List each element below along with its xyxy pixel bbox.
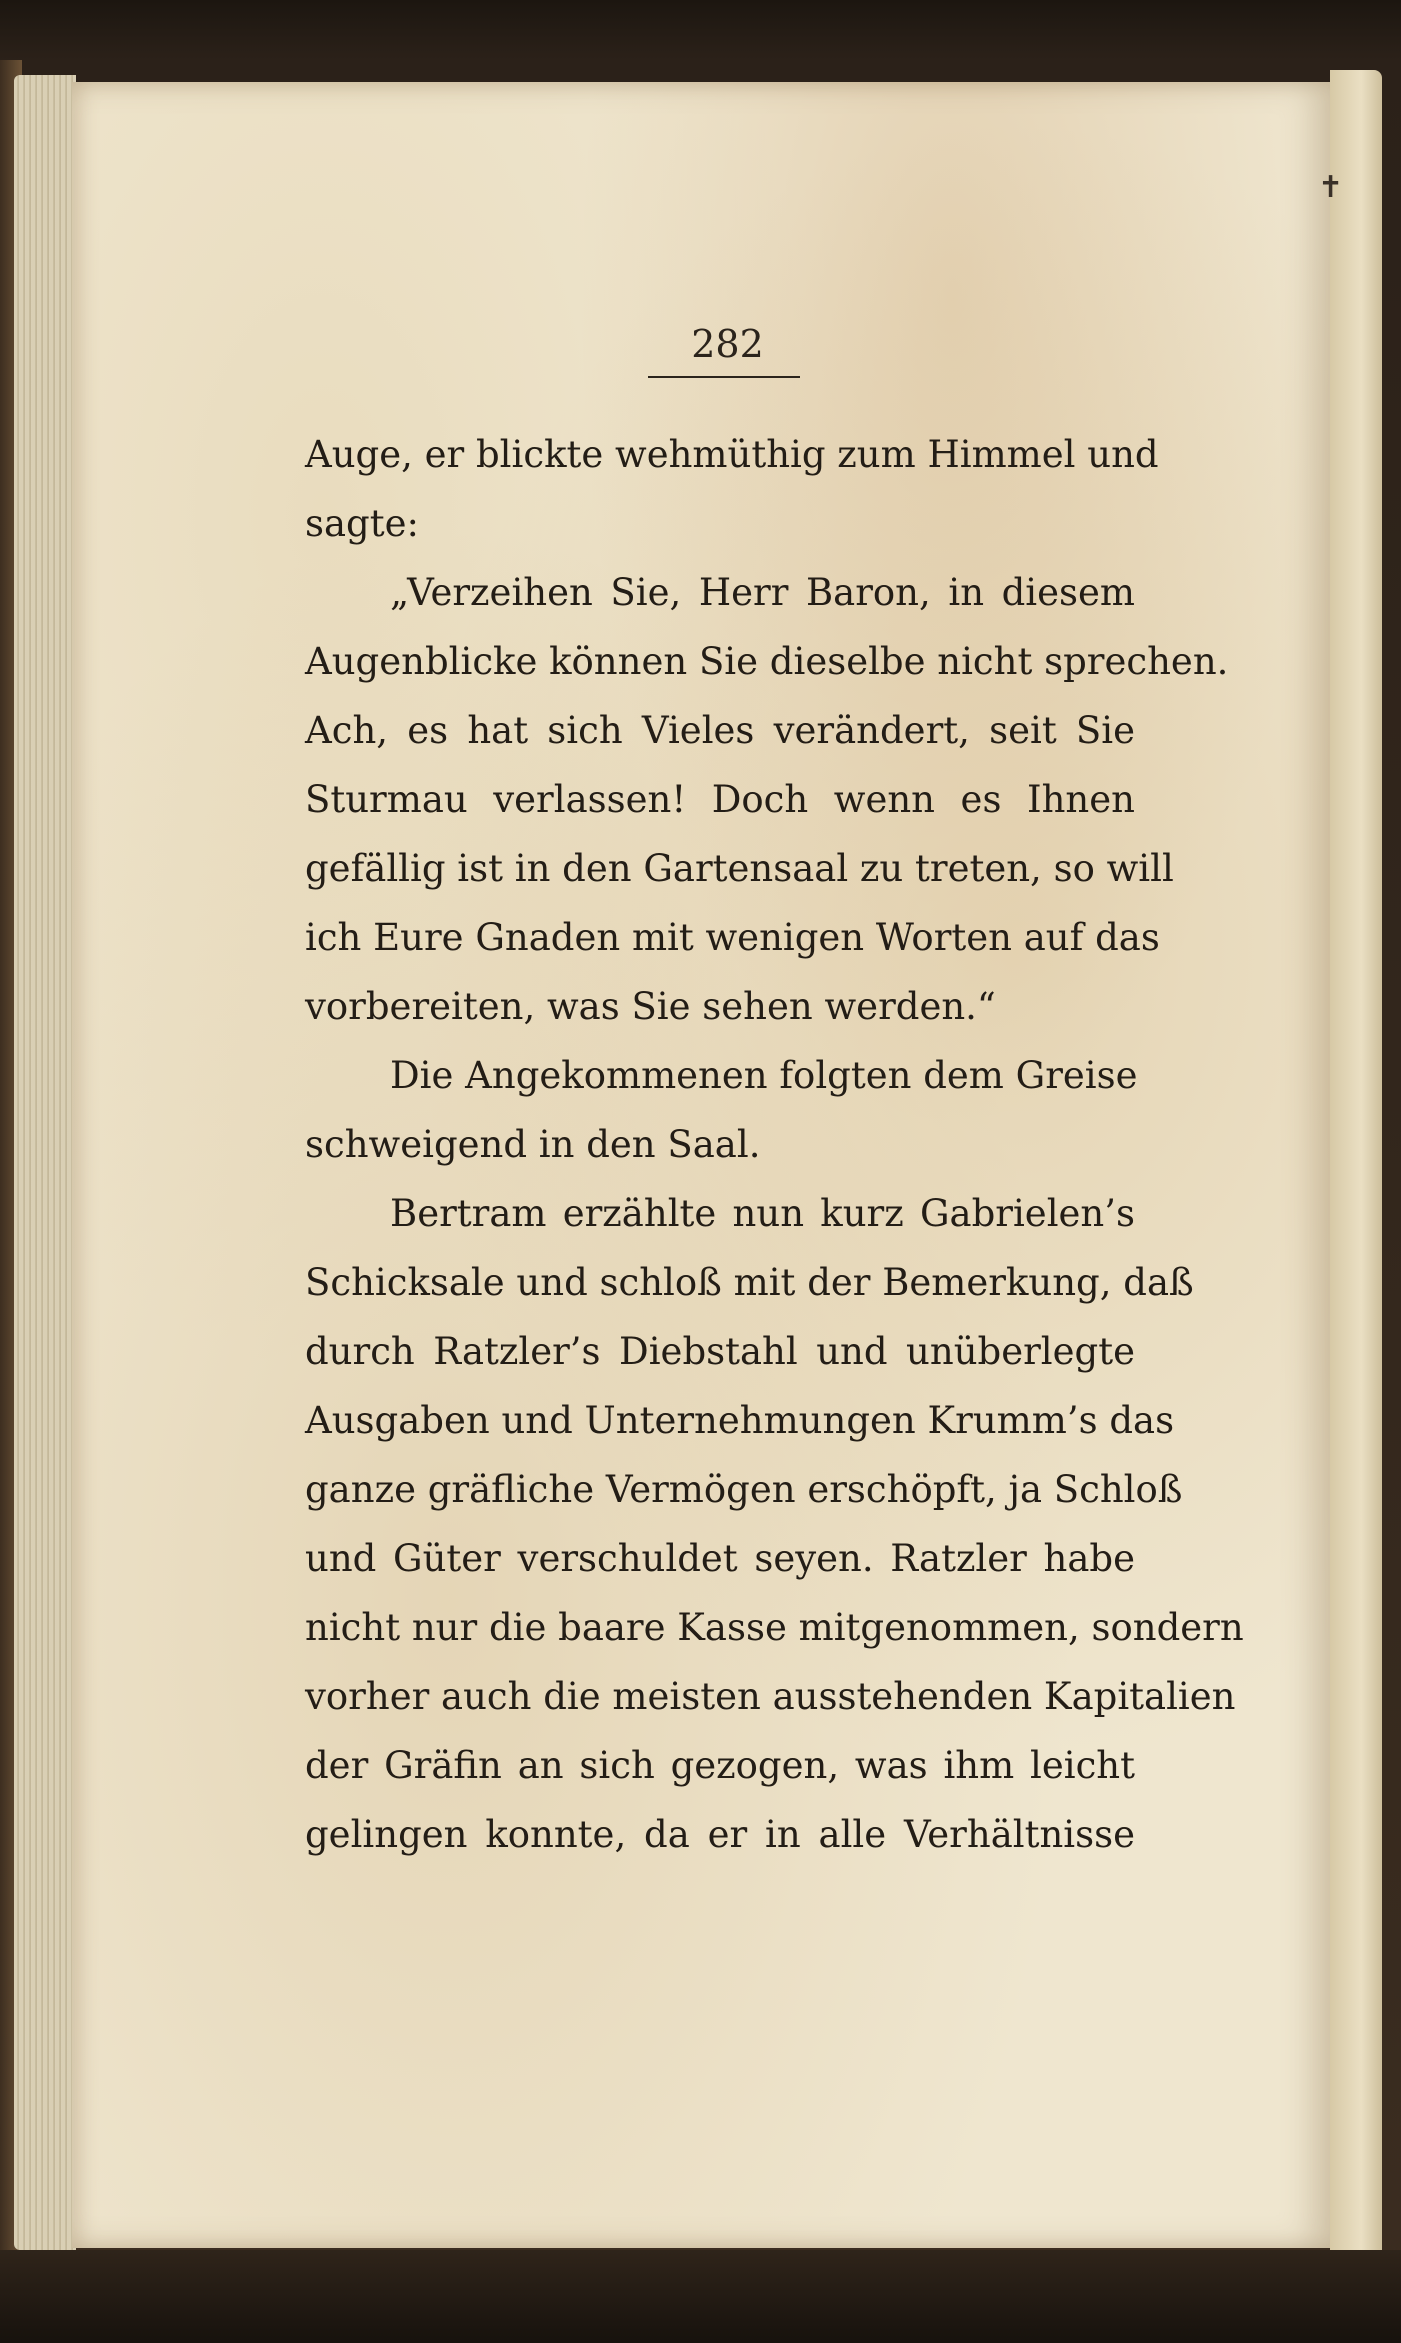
text-line-4: Augenblicke können Sie dieselbe nicht sprechen. (305, 640, 1229, 683)
text-line-19: vorher auch die meisten ausstehenden Kapitalien (305, 1675, 1236, 1718)
text-line-6: Sturmau verlassen! Doch wenn es Ihnen (305, 778, 1135, 821)
page-number: 282 (691, 322, 764, 366)
text-line-7: gefällig ist in den Gartensaal zu treten, so will (305, 847, 1174, 890)
margin-cross-mark: ✝ (1318, 170, 1344, 205)
text-line-18: nicht nur die baare Kasse mitgenommen, sondern (305, 1606, 1244, 1649)
text-line-13: Schicksale und schloß mit der Bemerkung, daß (305, 1261, 1194, 1304)
text-line-17: und Güter verschuldet seyen. Ratzler habe (305, 1537, 1135, 1580)
text-line-14: durch Ratzler’s Diebstahl und unüberlegte (305, 1330, 1135, 1373)
scan-bottom-band (0, 2250, 1401, 2343)
text-line-16: ganze gräfliche Vermögen erschöpft, ja Schloß (305, 1468, 1183, 1511)
text-line-1: Auge, er blickte wehmüthig zum Himmel und (305, 433, 1159, 476)
page-edges-stack (14, 75, 76, 2250)
text-line-11: schweigend in den Saal. (305, 1123, 761, 1166)
text-line-10: Die Angekommenen folgten dem Greise (390, 1054, 1138, 1097)
text-line-2: sagte: (305, 502, 419, 545)
text-line-3: „Verzeihen Sie, Herr Baron, in diesem (390, 571, 1135, 614)
text-line-20: der Gräfin an sich gezogen, was ihm leicht (305, 1744, 1135, 1787)
page-number-rule (648, 376, 800, 378)
body-text (305, 420, 1244, 1869)
text-line-8: ich Eure Gnaden mit wenigen Worten auf das (305, 916, 1160, 959)
text-line-5: Ach, es hat sich Vieles verändert, seit Sie (305, 709, 1135, 752)
text-line-21: gelingen konnte, da er in alle Verhältnisse (305, 1813, 1135, 1856)
text-line-15: Ausgaben und Unternehmungen Krumm’s das (305, 1399, 1175, 1442)
text-line-12: Bertram erzählte nun kurz Gabrielen’s (390, 1192, 1135, 1235)
text-line-9: vorbereiten, was Sie sehen werden.“ (305, 985, 996, 1028)
facing-page-edge (1330, 70, 1382, 2270)
